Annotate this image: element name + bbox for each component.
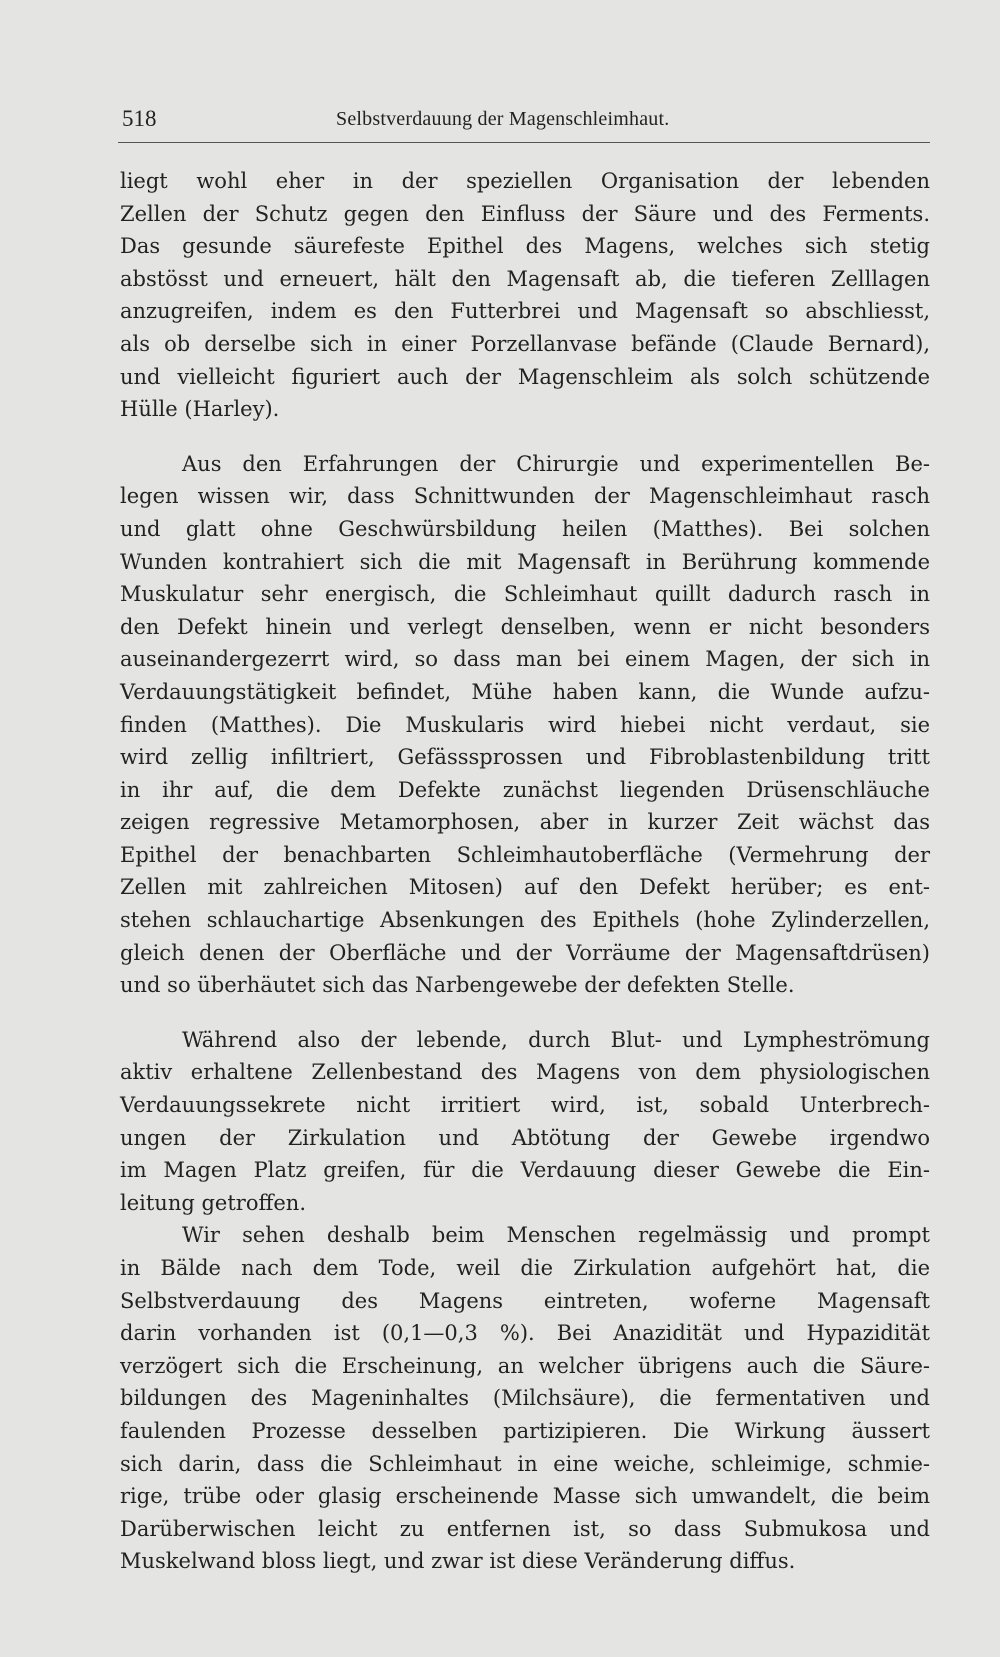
- text-line: Darüberwischen leicht zu entfernen ist, so dass Submukosa und: [120, 1516, 930, 1541]
- text-line: den Defekt hinein und verlegt denselben, wenn er nicht besonders: [120, 614, 930, 639]
- paragraph-gap: [120, 426, 930, 448]
- text-line: stehen schlauchartige Absenkungen des Epithels (hohe Zylinderzellen,: [120, 908, 930, 933]
- text-line: aktiv erhaltene Zellenbestand des Magens von dem physiologischen: [120, 1060, 930, 1085]
- text-line: Zellen der Schutz gegen den Einfluss der Säure und des Ferments.: [120, 201, 930, 226]
- text-line: in Bälde nach dem Tode, weil die Zirkulation aufgehört hat, die: [120, 1256, 930, 1280]
- text-line: Hülle (Harley).: [120, 397, 280, 422]
- text-line: auseinandergezerrt wird, so dass man bei einem Magen, der sich in: [120, 647, 930, 672]
- text-line: Verdauungssekrete nicht irritiert wird, ist, sobald Unterbrech-: [120, 1093, 930, 1118]
- text-line: Zellen mit zahlreichen Mitosen) auf den Defekt herüber; es ent-: [120, 875, 930, 900]
- text-line: Muskelwand bloss liegt, und zwar ist diese Veränderung diffus.: [120, 1549, 796, 1574]
- text-line: Wunden kontrahiert sich die mit Magensaft in Berührung kommende: [120, 549, 930, 574]
- text-line: wird zellig infiltriert, Gefässsprossen und Fibroblastenbildung tritt: [120, 745, 930, 770]
- text-line: Das gesunde säurefeste Epithel des Magens, welches sich stetig: [120, 234, 930, 259]
- text-line: Muskulatur sehr energisch, die Schleimhaut quillt dadurch rasch in: [120, 582, 930, 607]
- text-line: abstösst und erneuert, hält den Magensaft ab, die tieferen Zelllagen: [120, 266, 930, 291]
- paragraph: [120, 1219, 930, 1578]
- text-line: faulenden Prozesse desselben partizipieren. Die Wirkung äussert: [120, 1418, 930, 1443]
- paragraph: [120, 448, 930, 1002]
- text-line: anzugreifen, indem es den Futterbrei und Magensaft so abschliesst,: [120, 299, 930, 324]
- text-line: Aus den Erfahrungen der Chirurgie und experimentellen Be-: [182, 451, 930, 476]
- text-line: gleich denen der Oberfläche und der Vorräume der Magensaftdrüsen): [120, 940, 930, 965]
- text-line: sich darin, dass die Schleimhaut in eine weiche, schleimige, schmie-: [120, 1451, 930, 1476]
- page-header: [118, 104, 930, 144]
- text-line: legen wissen wir, dass Schnittwunden der Magenschleimhaut rasch: [120, 484, 930, 509]
- text-line: und so überhäutet sich das Narbengewebe der defekten Stelle.: [120, 973, 795, 998]
- body-text: [120, 165, 930, 1578]
- text-line: und vielleicht figuriert auch der Magenschleim als solch schützende: [120, 364, 930, 389]
- text-line: Selbstverdauung des Magens eintreten, woferne Magensaft: [120, 1288, 930, 1313]
- text-line: rige, trübe oder glasig erscheinende Masse sich umwandelt, die beim: [120, 1484, 930, 1509]
- header-rule: [118, 142, 930, 143]
- text-line: Während also der lebende, durch Blut- und Lympheströmung: [182, 1027, 930, 1052]
- text-line: liegt wohl eher in der speziellen Organisation der lebenden: [120, 169, 930, 193]
- page-number: 518: [122, 106, 157, 131]
- running-title: Selbstverdauung der Magenschleimhaut.: [336, 108, 670, 130]
- text-line: finden (Matthes). Die Muskularis wird hiebei nicht verdaut, sie: [120, 712, 930, 737]
- text-line: leitung getroffen.: [120, 1190, 307, 1215]
- text-line: als ob derselbe sich in einer Porzellanvase befände (Claude Bernard),: [120, 331, 930, 356]
- text-line: zeigen regressive Metamorphosen, aber in kurzer Zeit wächst das: [120, 810, 930, 835]
- text-line: und glatt ohne Geschwürsbildung heilen (Matthes). Bei solchen: [120, 516, 930, 541]
- paragraph: [120, 1024, 930, 1220]
- text-line: ungen der Zirkulation und Abtötung der Gewebe irgendwo: [120, 1125, 930, 1150]
- text-line: verzögert sich die Erscheinung, an welcher übrigens auch die Säure-: [120, 1353, 930, 1378]
- text-line: Verdauungstätigkeit befindet, Mühe haben kann, die Wunde aufzu-: [120, 679, 930, 704]
- text-line: darin vorhanden ist (0,1—0,3 %). Bei Anazidität und Hypazidität: [120, 1321, 930, 1346]
- paragraph-gap: [120, 1002, 930, 1024]
- paragraph: [120, 165, 930, 426]
- text-line: in ihr auf, die dem Defekte zunächst liegenden Drüsenschläuche: [120, 777, 930, 802]
- text-line: Epithel der benachbarten Schleimhautoberfläche (Vermehrung der: [120, 842, 930, 867]
- text-line: im Magen Platz greifen, für die Verdauung dieser Gewebe die Ein-: [120, 1158, 930, 1183]
- text-line: Wir sehen deshalb beim Menschen regelmässig und prompt: [182, 1223, 930, 1248]
- text-line: bildungen des Mageninhaltes (Milchsäure), die fermentativen und: [120, 1386, 930, 1411]
